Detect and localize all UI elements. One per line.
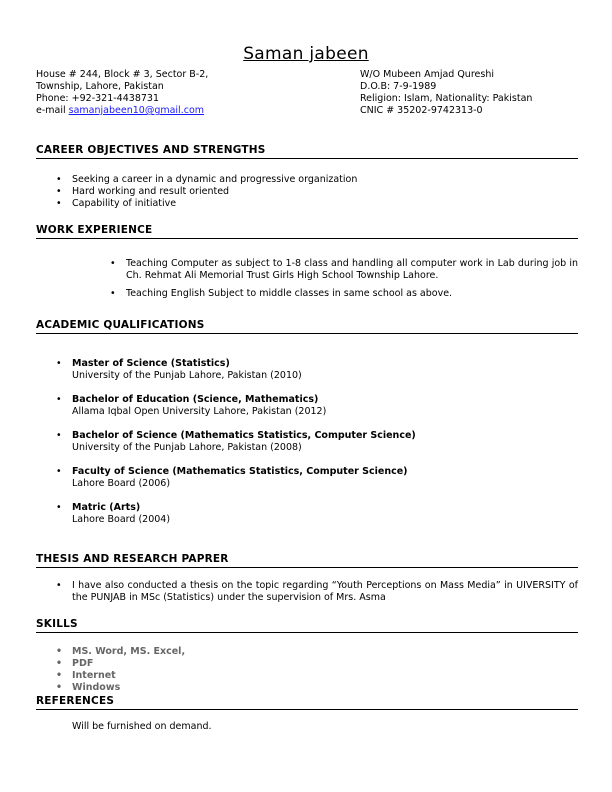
cnic: CNIC # 35202-9742313-0 [360,105,483,116]
list-item [36,394,578,418]
list-item: • Teaching English Subject to middle classes in same school as above. [90,288,578,300]
degree: • Matric (Arts) [72,502,141,513]
work-list [90,258,578,306]
list-item: • Hard working and result oriented [36,186,578,198]
email-link[interactable]: samanjabeen10@gmail.com [68,105,205,116]
applicant-name: Saman jabeen [243,44,369,64]
address-line-1: House # 244, Block # 3, Sector B-2, [36,69,209,80]
list-item: • Capability of initiative [36,198,578,210]
list-item [36,430,578,454]
career-list [36,174,578,210]
contact-right [360,69,532,117]
degree: • Master of Science (Statistics) [72,358,230,369]
institution: Lahore Board (2004) [72,514,171,525]
list-item [36,466,578,490]
skills-heading: SKILLS [36,618,578,633]
degree: • Bachelor of Science (Mathematics Statistics, Computer Science) [72,430,416,441]
skills-list [36,646,578,694]
degree: • Bachelor of Education (Science, Mathematics) [72,394,319,405]
career-heading: CAREER OBJECTIVES AND STRENGTHS [36,144,578,159]
institution: Lahore Board (2006) [72,478,171,489]
dob: D.O.B: 7-9-1989 [360,81,437,92]
list-item: • Internet [36,670,578,682]
institution: Allama Iqbal Open University Lahore, Pakistan (2012) [72,406,327,417]
contact-left [36,69,208,117]
list-item: • Windows [36,682,578,694]
list-item: • I have also conducted a thesis on the topic regarding “Youth Perceptions on Mass Media” in UIVERSITY of the PUNJAB in MSc (Statistics) under the supervision of Mrs. Asma [36,580,578,604]
institution: University of the Punjab Lahore, Pakistan (2010) [72,370,302,381]
address-line-2: Township, Lahore, Pakistan [36,81,164,92]
email-row [36,105,208,117]
academic-heading: ACADEMIC QUALIFICATIONS [36,319,578,334]
degree: • Faculty of Science (Mathematics Statistics, Computer Science) [72,466,408,477]
list-item: • PDF [36,658,578,670]
list-item: • Seeking a career in a dynamic and progressive organization [36,174,578,186]
guardian: W/O Mubeen Amjad Qureshi [360,69,494,80]
list-item: • MS. Word, MS. Excel, [36,646,578,658]
institution: University of the Punjab Lahore, Pakistan (2008) [72,442,302,453]
work-heading: WORK EXPERIENCE [36,224,578,239]
academic-list [36,358,578,538]
list-item [36,502,578,526]
email-label: e-mail [36,105,69,116]
thesis-list [36,580,578,604]
references-text: Will be furnished on demand. [72,721,212,732]
list-item [36,358,578,382]
references-heading: REFERENCES [36,695,578,710]
phone: Phone: +92-321-4438731 [36,93,159,104]
religion-nationality: Religion: Islam, Nationality: Pakistan [360,93,533,104]
list-item: • Teaching Computer as subject to 1-8 class and handling all computer work in Lab during job in Ch. Rehmat Ali Memorial Trust Girls High School Township Lahore. [90,258,578,282]
thesis-heading: THESIS AND RESEARCH PAPRER [36,553,578,568]
